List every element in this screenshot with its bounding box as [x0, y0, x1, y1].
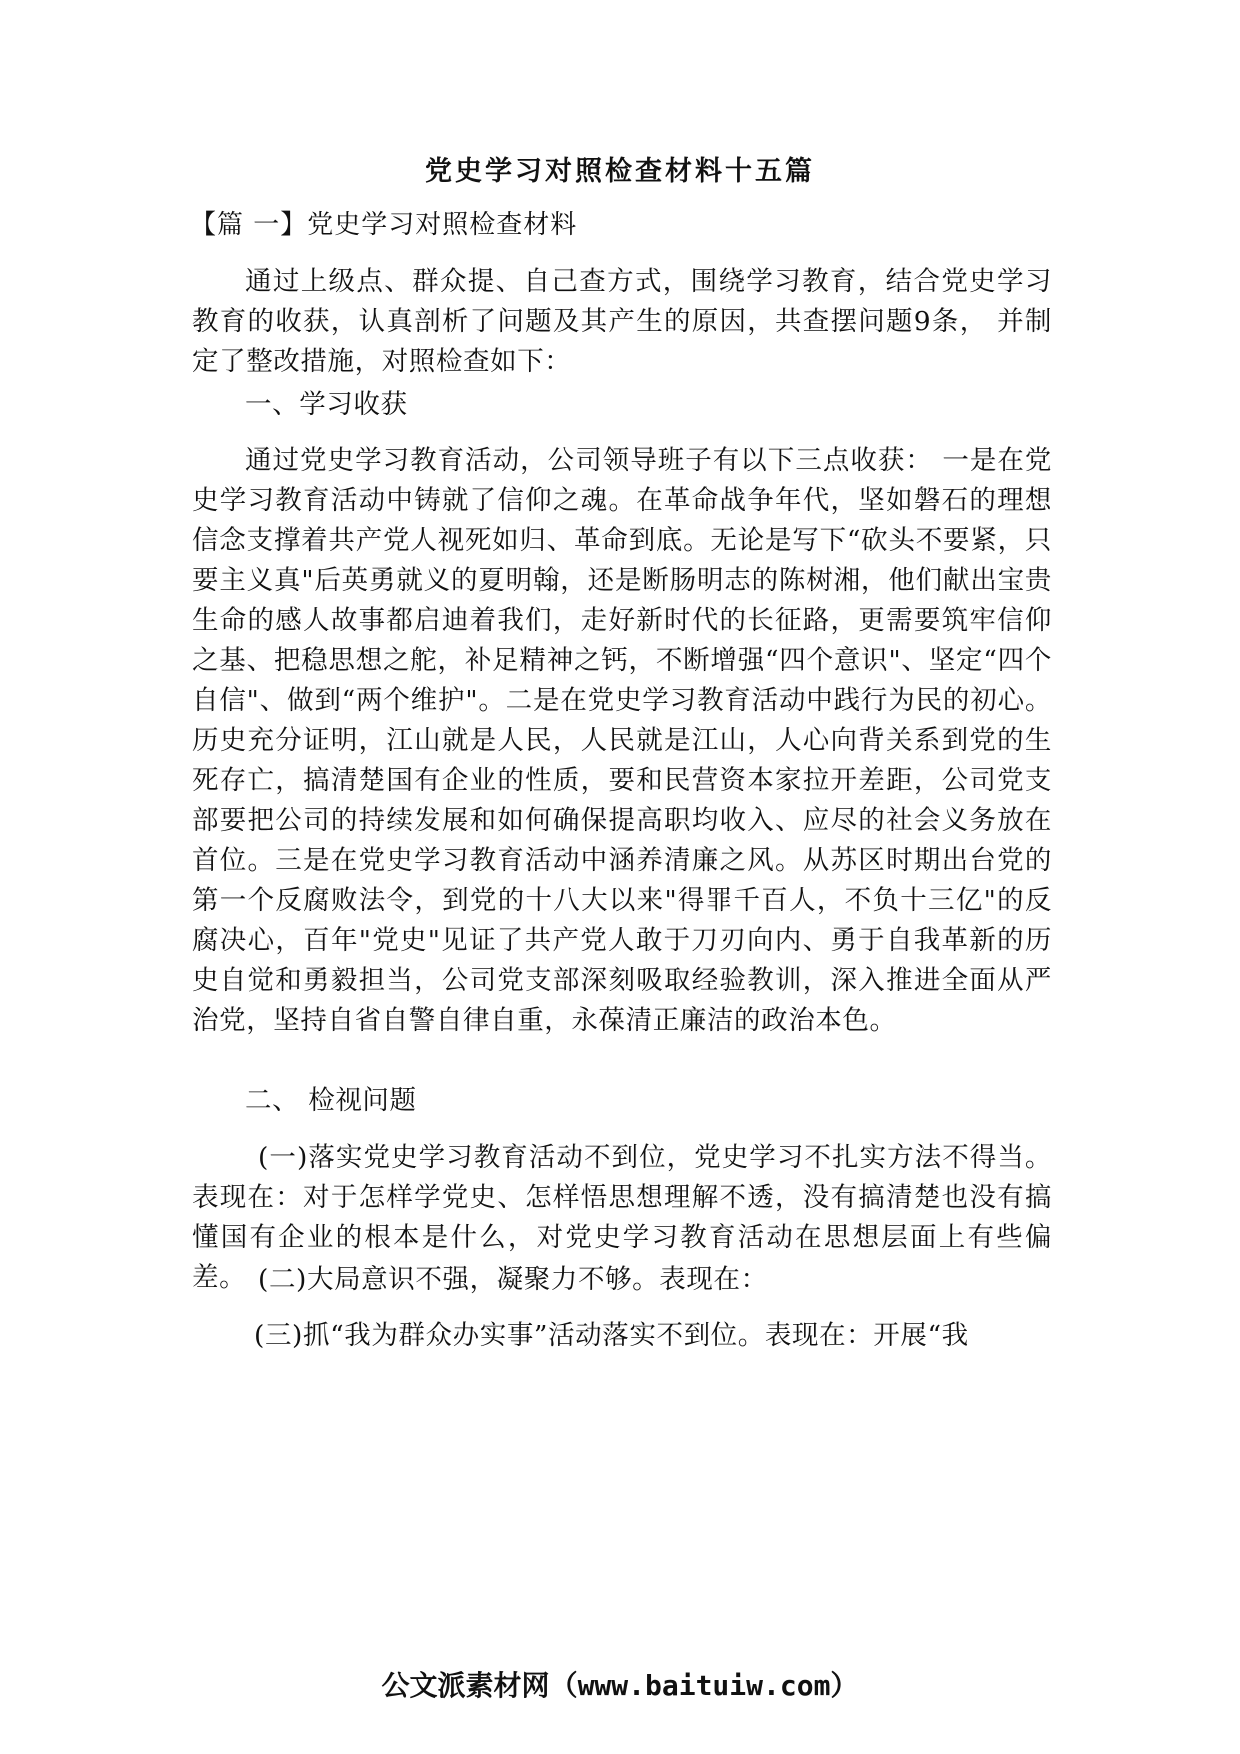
- intro-paragraph: 通过上级点、群众提、自己查方式，围绕学习教育，结合党史学习教育的收获，认真剖析了问题及其产生的原因，共查摆问题9条， 并制定了整改措施，对照检查如下：: [192, 266, 1052, 377]
- footer-site-name: 公文派素材网: [381, 1669, 550, 1702]
- gains-paragraph: 通过党史学习教育活动，公司领导班子有以下三点收获： 一是在党史学习教育活动中铸就了信仰之魂。在革命战争年代，坚如磐石的理想信念支撑着共产党人视死如归、革命到底。无论是写下“砍头不要紧，只要主义真"后英勇就义的夏明翰，还是断肠明志的陈树湘，他们献出宝贵生命的感人故事都启迪着我们，走好新时代的长征路，更需要筑牢信仰之基、把稳思想之舵，补足精神之钙，不断增强“四个意识"、坚定“四个自信"、做到“两个维护"。二是在党史学习教育活动中践行为民的初心。历史充分证明，江山就是人民，人民就是江山，人心向背关系到党的生死存亡，搞清楚国有企业的性质，要和民营资本家拉开差距，公司党支部要把公司的持续发展和如何确保提高职均收入、应尽的社会义务放在首位。三是在党史学习教育活动中涵养清廉之风。从苏区时期出台党的第一个反腐败法令，到党的十八大以来"得罪千百人，不负十三亿"的反腐决心，百年"党史"见证了共产党人敢于刀刃向内、勇于自我革新的历史自觉和勇毅担当，公司党支部深刻吸取经验教训，深入推进全面从严治党，坚持自省自警自律自重，永葆清正廉洁的政治本色。: [192, 445, 1052, 1036]
- problem-paragraph-3: (三)抓“我为群众办实事”活动落实不到位。表现在：开展“我: [254, 1320, 969, 1351]
- footer-site-url[interactable]: （www.baituiw.com）: [549, 1669, 859, 1702]
- problem-paragraph-2: (二)大局意识不强，凝聚力不够。表现在：: [258, 1264, 768, 1295]
- document-title: 党史学习对照检查材料十五篇: [425, 156, 815, 187]
- section-heading: 【篇 一】党史学习对照检查材料: [190, 210, 578, 240]
- footer-watermark: [0, 1666, 1240, 1706]
- heading-learning-gains: 一、学习收获: [245, 389, 408, 420]
- heading-review-problems: 二、 检视问题: [245, 1085, 417, 1116]
- problem-paragraph-1: (一)落实党史学习教育活动不到位，党史学习不扎实方法不得当。表现在：对于怎样学党史、怎样悟思想理解不透，没有搞清楚也没有搞懂国有企业的根本是什么，对党史学习教育活动在思想层面上有些偏差。: [192, 1142, 1052, 1293]
